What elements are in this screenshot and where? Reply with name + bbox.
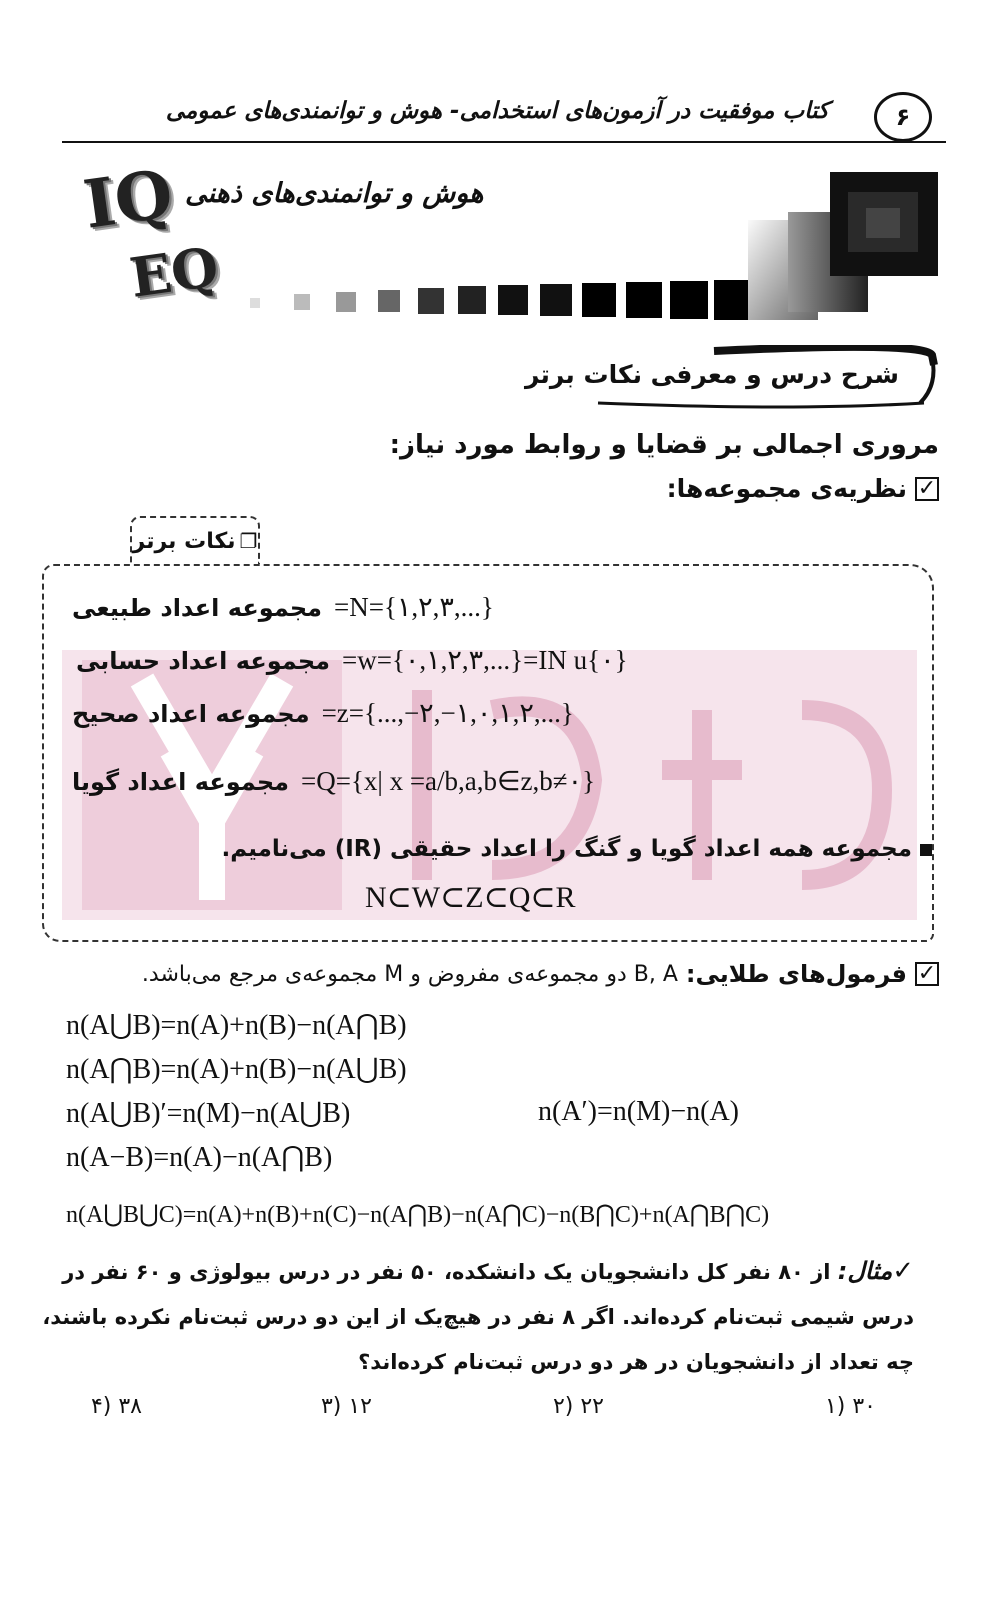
tips-tab — [130, 516, 260, 564]
set-integer-row — [72, 698, 574, 729]
option-3: ۱۲ (۳ — [320, 1394, 372, 1419]
formula-union: n(A⋃B)=n(A)+n(B)−n(A⋂B) — [66, 1010, 407, 1041]
option-1: ۳۰ (۱ — [824, 1394, 876, 1419]
real-numbers-note-text: مجموعه همه اعداد گویا و گنگ را اعداد حقیقی (IR) می‌نامیم. — [221, 836, 912, 862]
set-natural-row — [72, 592, 494, 623]
set-whole-row — [76, 645, 628, 676]
golden-formulas-heading — [142, 960, 939, 988]
set-theory-heading — [667, 474, 939, 503]
example-label: مثال: — [837, 1257, 893, 1285]
set-rational-row — [72, 766, 595, 797]
real-numbers-note — [222, 836, 933, 862]
banner-title: هوش و توانمندی‌های ذهنی — [185, 178, 484, 209]
formula-difference: n(A−B)=n(A)−n(A⋂B) — [66, 1142, 333, 1173]
set-definition: =Q={x| x =a/b,a,b∈z,b≠۰} — [301, 766, 596, 796]
example-line-2: درس شیمی ثبت‌نام کرده‌اند. اگر ۸ نفر در هیچ‌یک از این دو درس ثبت‌نام نکرده باشند، — [42, 1305, 914, 1329]
set-definition: =N={۱,۲,۳,...} — [334, 592, 494, 622]
gradient-squares-decoration — [250, 280, 752, 328]
review-heading: مروری اجمالی بر قضایا و روابط مورد نیاز: — [389, 430, 939, 460]
set-name: مجموعه اعداد حسابی — [76, 646, 331, 675]
checkmark-icon: ✓ — [892, 1256, 914, 1286]
header-rule — [62, 141, 946, 143]
example-line-1 — [62, 1256, 914, 1286]
set-definition: =z={...,−۲,−۱,۰,۱,۲,...} — [321, 698, 574, 728]
example-line-3: چه تعداد از دانشجویان در هر دو درس ثبت‌نام کرده‌اند؟ — [358, 1350, 914, 1374]
page-number — [874, 92, 932, 142]
golden-formulas-label: فرمول‌های طلایی: — [685, 960, 907, 988]
subset-chain: N⊂W⊂Z⊂Q⊂R — [365, 881, 576, 914]
checkbox-checked-icon: ✓ — [915, 962, 939, 986]
example-text: از ۸۰ نفر کل دانشجویان یک دانشکده، ۵۰ نفر در درس بیولوژی و ۶۰ نفر در — [62, 1260, 831, 1284]
set-name: مجموعه اعداد صحیح — [72, 699, 310, 728]
formula-complement: n(A′)=n(M)−n(A) — [538, 1096, 739, 1127]
section-title: شرح درس و معرفی نکات برتر — [524, 360, 899, 389]
tips-tab-label: نکات برتر — [132, 528, 236, 554]
running-title: کتاب موفقیت در آزمون‌های استخدامی- هوش و توانمندی‌های عمومی — [165, 98, 829, 124]
notes-icon: ❐ — [239, 529, 258, 553]
option-4: ۳۸ (۴ — [90, 1394, 142, 1419]
bullet-icon — [920, 844, 932, 856]
iq-logo: IQ — [79, 154, 178, 244]
page-number-text: ۶ — [895, 103, 911, 131]
set-theory-label: نظریه‌ی مجموعه‌ها: — [666, 474, 907, 503]
golden-formulas-description: B, A دو مجموعه‌ی مفروض و M مجموعه‌ی مرجع می‌باشد. — [141, 961, 678, 987]
formula-union-complement: n(A⋃B)′=n(M)−n(A⋃B) — [66, 1098, 351, 1129]
checkbox-checked-icon: ✓ — [915, 477, 939, 501]
overlapping-blocks-decoration — [748, 172, 938, 322]
eq-logo: EQ — [125, 234, 223, 310]
set-name: مجموعه اعداد گویا — [72, 767, 290, 796]
formula-three-set-union: n(A⋃B⋃C)=n(A)+n(B)+n(C)−n(A⋂B)−n(A⋂C)−n(B⋂C)+n(A⋂B⋂C) — [66, 1202, 770, 1228]
set-definition: =w={۰,۱,۲,۳,...}=IN u{۰} — [342, 645, 628, 675]
formula-intersection: n(A⋂B)=n(A)+n(B)−n(A⋃B) — [66, 1054, 407, 1085]
set-name: مجموعه اعداد طبیعی — [72, 593, 323, 622]
option-2: ۲۲ (۲ — [552, 1394, 604, 1419]
